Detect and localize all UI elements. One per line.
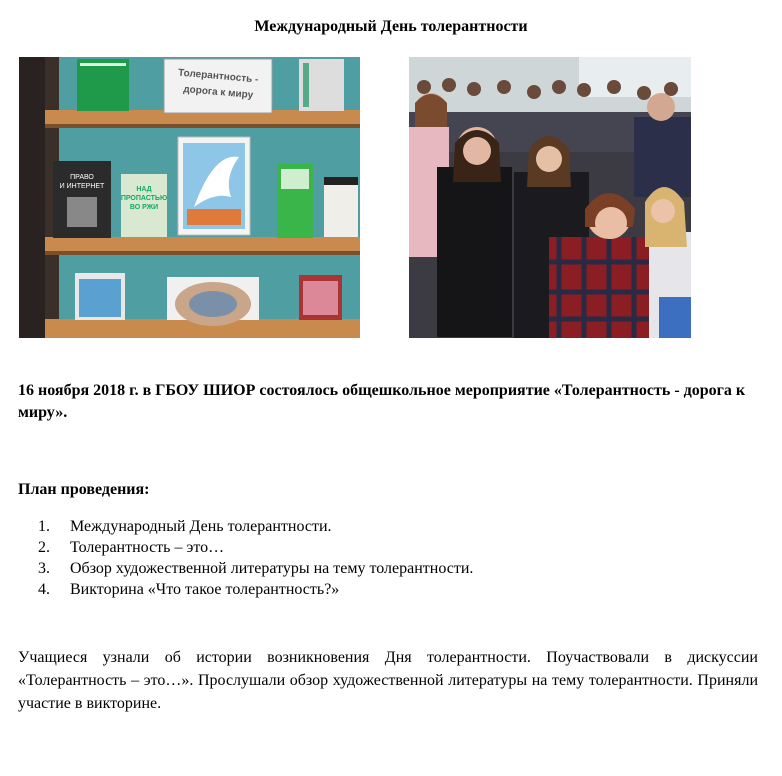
list-number: 4. [38,581,50,598]
book-exhibition-photo [19,57,360,338]
list-number: 1. [38,518,50,535]
list-text: Обзор художественной литературы на тему толерантности. [70,560,474,577]
audience-photo [409,57,691,338]
lead-paragraph: 16 ноября 2018 г. в ГБОУ ШИОР состоялось общешкольное мероприятие «Толерантность - дорога к миру». [18,382,746,421]
list-number: 2. [38,539,50,556]
page-title: Международный День толерантности [254,18,528,35]
list-number: 3. [38,560,50,577]
list-text: Викторина «Что такое толерантность?» [70,581,340,598]
plan-list [38,516,473,600]
plan-heading: План проведения: [18,481,150,498]
svg-text:ПРАВО: ПРАВО [70,174,94,181]
list-item [38,516,473,537]
list-item [38,537,473,558]
svg-text:дорога к миру: дорога к миру [182,83,254,102]
list-item [38,558,473,579]
svg-text:НАД: НАД [136,186,152,193]
body-paragraph: Учащиеся узнали об истории возникновения Дня толерантности. Поучаствовали в дискуссии «Толерантность – это…». Прослушали обзор художественной литературы на тему толерантности. Приняли участие в викторине. [18,649,758,712]
list-item [38,579,473,600]
svg-text:ПРОПАСТЬЮ: ПРОПАСТЬЮ [120,195,168,202]
svg-text:ВО РЖИ: ВО РЖИ [129,204,159,211]
svg-text:И ИНТЕРНЕТ: И ИНТЕРНЕТ [59,183,105,190]
list-text: Международный День толерантности. [70,518,332,535]
poster-text: Толерантность - [177,67,259,86]
list-text: Толерантность – это… [70,539,225,556]
